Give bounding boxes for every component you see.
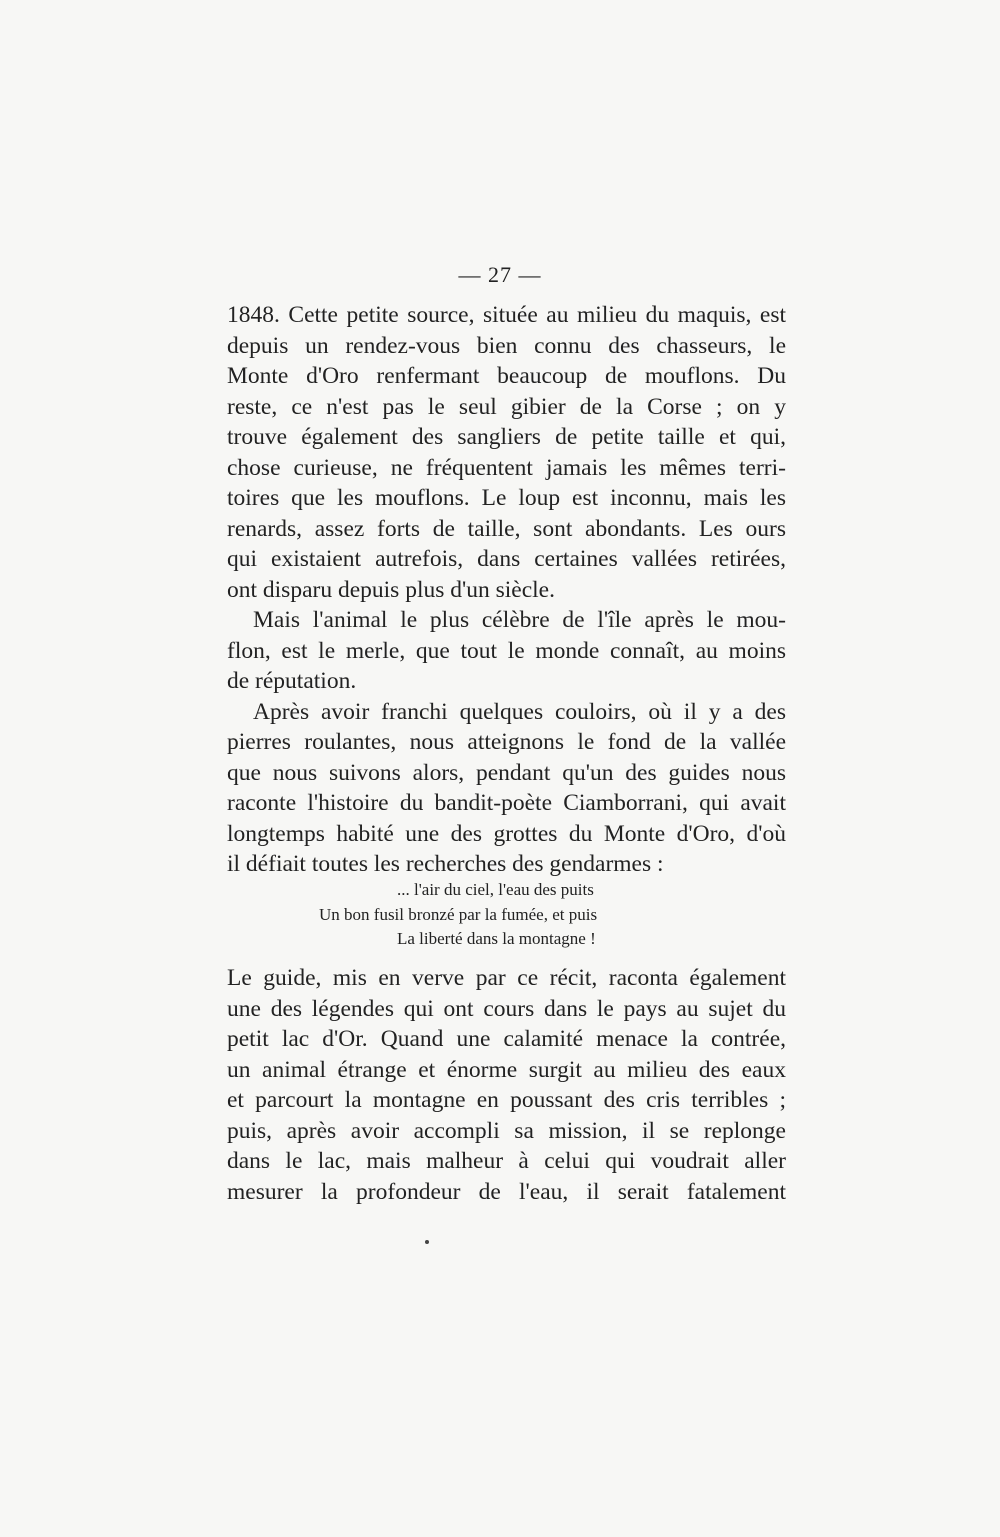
text-line: flon, est le merle, que tout le monde connaît, au moins bbox=[227, 637, 786, 664]
text-line: que nous suivons alors, pendant qu'un des guides nous bbox=[227, 759, 786, 786]
text-line: de réputation. bbox=[227, 668, 357, 694]
verse-line: Un bon fusil bronzé par la fumée, et puis bbox=[319, 904, 598, 924]
page-number: — 27 — bbox=[458, 262, 542, 287]
text-line: dans le lac, mais malheur à celui qui voudrait aller bbox=[227, 1148, 786, 1174]
text-line: renards, assez forts de taille, sont abondants. Les ours bbox=[227, 515, 786, 542]
text-line: Mais l'animal le plus célèbre de l'île après le mou- bbox=[253, 607, 786, 633]
text-line: raconte l'histoire du bandit-poète Ciamborrani, qui avait bbox=[227, 790, 786, 816]
text-line: chose curieuse, ne fréquentent jamais les mêmes terri- bbox=[227, 454, 786, 481]
text-line: puis, après avoir accompli sa mission, il se replonge bbox=[227, 1117, 786, 1144]
text-line: qui existaient autrefois, dans certaines vallées retirées, bbox=[227, 546, 786, 572]
body-text-2 bbox=[227, 963, 786, 1207]
text-line: ont disparu depuis plus d'un siècle. bbox=[227, 576, 555, 603]
text-line: depuis un rendez-vous bien connu des chasseurs, le bbox=[227, 332, 786, 359]
text-line: Après avoir franchi quelques couloirs, où il y a des bbox=[253, 698, 786, 725]
text-line: une des légendes qui ont cours dans le pays au sujet du bbox=[227, 995, 786, 1022]
ink-speck bbox=[425, 1240, 429, 1244]
text-line: un animal étrange et énorme surgit au milieu des eaux bbox=[227, 1056, 786, 1083]
text-line: 1848. Cette petite source, située au milieu du maquis, est bbox=[227, 302, 786, 328]
text-line: Le guide, mis en verve par ce récit, raconta également bbox=[227, 965, 786, 991]
text-line: trouve également des sangliers de petite taille et qui, bbox=[227, 424, 786, 450]
text-line: Monte d'Oro renfermant beaucoup de mouflons. Du bbox=[227, 363, 786, 389]
text-line: pierres roulantes, nous atteignons le fond de la vallée bbox=[227, 729, 786, 755]
verse-line: ... l'air du ciel, l'eau des puits bbox=[397, 880, 594, 899]
text-line: petit lac d'Or. Quand une calamité menace la contrée, bbox=[227, 1026, 786, 1052]
text-line: mesurer la profondeur de l'eau, il serait fatalement bbox=[227, 1178, 786, 1205]
text-line: longtemps habité une des grottes du Monte d'Oro, d'où bbox=[227, 820, 786, 847]
verse-quote bbox=[227, 878, 786, 952]
text-line: il défiait toutes les recherches des gendarmes : bbox=[227, 851, 664, 877]
text-line: reste, ce n'est pas le seul gibier de la Corse ; on y bbox=[227, 393, 786, 420]
text-line: toires que les mouflons. Le loup est inconnu, mais les bbox=[227, 485, 786, 511]
text-line: et parcourt la montagne en poussant des cris terribles ; bbox=[227, 1087, 786, 1113]
verse-line: La liberté dans la montagne ! bbox=[397, 929, 596, 948]
body-text-1 bbox=[227, 300, 786, 880]
